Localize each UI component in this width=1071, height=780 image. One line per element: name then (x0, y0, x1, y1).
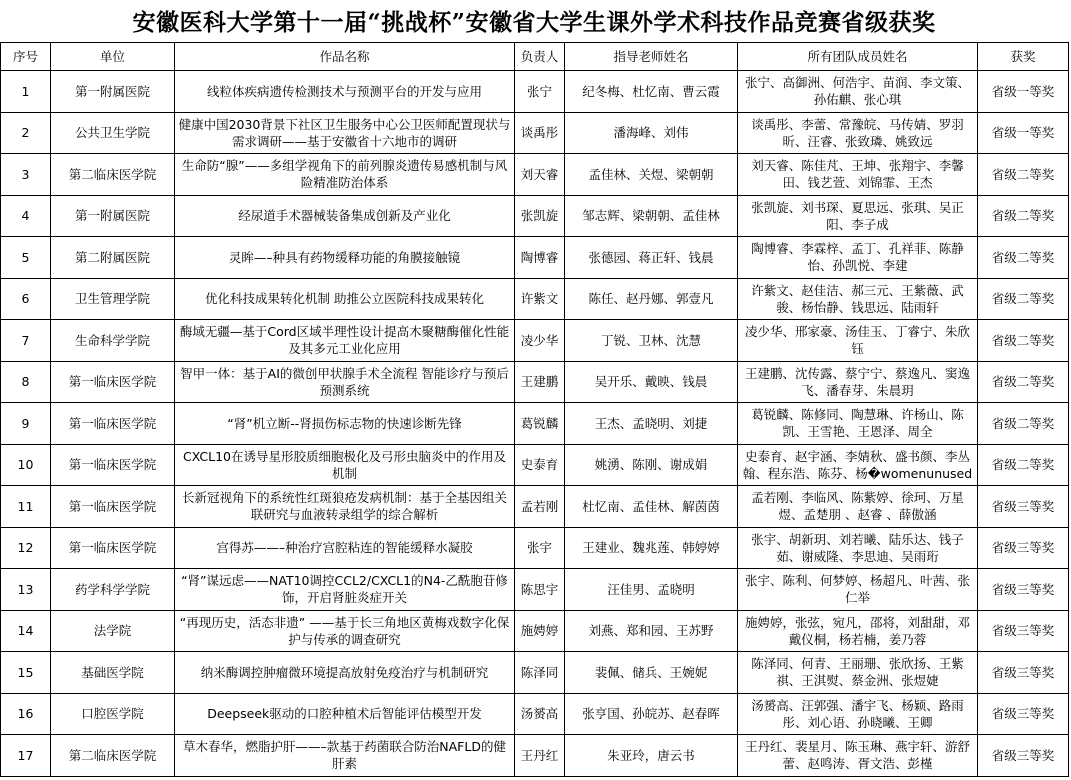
table-row (1, 610, 1069, 652)
cell-advisors: 杜忆南、孟佳林、解茵茵 (565, 486, 738, 528)
cell-leader: 张宁 (515, 71, 565, 113)
cell-team-members: 陶博睿、李霖梓、孟丁、孔祥菲、陈静怡、孙凯悦、李建 (738, 237, 978, 279)
cell-seq: 16 (1, 693, 51, 735)
cell-award: 省级二等奖 (978, 154, 1069, 196)
cell-advisors: 刘燕、郑和园、王苏野 (565, 610, 738, 652)
table-header (1, 43, 1069, 71)
cell-project-name: 优化科技成果转化机制 助推公立医院科技成果转化 (175, 278, 515, 320)
cell-unit: 第二临床医学院 (51, 154, 175, 196)
cell-team-members: 孟若刚、李临风、陈紫婷、徐珂、万星煜、孟楚朋 、赵睿 、薛傲涵 (738, 486, 978, 528)
cell-advisors: 王建业、魏兆莲、韩婷婷 (565, 527, 738, 569)
table-row (1, 154, 1069, 196)
cell-project-name: Deepseek驱动的口腔种植术后智能评估模型开发 (175, 693, 515, 735)
cell-leader: 王建鹏 (515, 361, 565, 403)
cell-team-members: 张凯旋、刘书琛、夏思远、张琪、吴正阳、李子成 (738, 195, 978, 237)
cell-award: 省级三等奖 (978, 693, 1069, 735)
cell-seq: 3 (1, 154, 51, 196)
cell-seq: 17 (1, 735, 51, 777)
cell-award: 省级三等奖 (978, 569, 1069, 611)
cell-award: 省级一等奖 (978, 112, 1069, 154)
cell-project-name: 长新冠视角下的系统性红斑狼疮发病机制：基于全基因组关联研究与血液转录组学的综合解析 (175, 486, 515, 528)
cell-project-name: 灵眸—–种具有药物缓释功能的角膜接触镜 (175, 237, 515, 279)
cell-leader: 刘天睿 (515, 154, 565, 196)
cell-unit: 公共卫生学院 (51, 112, 175, 154)
cell-unit: 法学院 (51, 610, 175, 652)
cell-leader: 陈泽同 (515, 652, 565, 694)
cell-project-name: 酶域无疆—基于Cord区域半理性设计提高木聚糖酶催化性能及其多元工业化应用 (175, 320, 515, 362)
cell-project-name: 纳米酶调控肿瘤微环境提高放射免疫治疗与机制研究 (175, 652, 515, 694)
cell-seq: 13 (1, 569, 51, 611)
cell-project-name: 健康中国2030背景下社区卫生服务中心公卫医师配置现状与需求调研——基于安徽省十六地市的调研 (175, 112, 515, 154)
cell-seq: 10 (1, 444, 51, 486)
cell-award: 省级二等奖 (978, 237, 1069, 279)
cell-unit: 第一临床医学院 (51, 361, 175, 403)
cell-project-name: CXCL10在诱导星形胶质细胞极化及弓形虫脑炎中的作用及机制 (175, 444, 515, 486)
cell-team-members: 陈泽同、何青、王丽珊、张欣扬、王紫祺、王淇熨、蔡金洲、张煜婕 (738, 652, 978, 694)
cell-leader: 凌少华 (515, 320, 565, 362)
cell-advisors: 朱亚玲，唐云书 (565, 735, 738, 777)
cell-unit: 生命科学学院 (51, 320, 175, 362)
cell-team-members: 谈禹彤、李蕾、常豫皖、马传婧、罗羽昕、汪睿、张致璘、姚致远 (738, 112, 978, 154)
cell-unit: 第一临床医学院 (51, 444, 175, 486)
cell-advisors: 吴开乐、戴映、钱晨 (565, 361, 738, 403)
cell-unit: 第一临床医学院 (51, 403, 175, 445)
cell-seq: 11 (1, 486, 51, 528)
table-row (1, 195, 1069, 237)
cell-seq: 12 (1, 527, 51, 569)
cell-leader: 史泰育 (515, 444, 565, 486)
cell-unit: 口腔医学院 (51, 693, 175, 735)
cell-leader: 张凯旋 (515, 195, 565, 237)
page-title: 安徽医科大学第十一届“挑战杯”安徽省大学生课外学术科技作品竞赛省级获奖 (132, 9, 936, 36)
cell-seq: 14 (1, 610, 51, 652)
cell-seq: 15 (1, 652, 51, 694)
cell-team-members: 王建鹏、沈传露、蔡宁宁、蔡逸凡、窦逸飞、潘春芽、朱晨玥 (738, 361, 978, 403)
table-row (1, 320, 1069, 362)
cell-leader: 王丹红 (515, 735, 565, 777)
cell-team-members: 张宁、高御洲、何浩宇、苗润、李文策、孙佑麒、张心琪 (738, 71, 978, 113)
header-unit: 单位 (51, 43, 175, 71)
cell-team-members: 凌少华、邢家豪、汤佳玉、丁睿宁、朱欣钰 (738, 320, 978, 362)
cell-leader: 许紫文 (515, 278, 565, 320)
cell-unit: 第二附属医院 (51, 237, 175, 279)
awards-table (0, 42, 1069, 777)
cell-award: 省级二等奖 (978, 195, 1069, 237)
table-row (1, 361, 1069, 403)
cell-leader: 张宇 (515, 527, 565, 569)
cell-seq: 1 (1, 71, 51, 113)
cell-award: 省级二等奖 (978, 278, 1069, 320)
cell-award: 省级一等奖 (978, 71, 1069, 113)
table-row (1, 735, 1069, 777)
cell-award: 省级二等奖 (978, 361, 1069, 403)
cell-seq: 9 (1, 403, 51, 445)
cell-project-name: 草木春华，燃脂护肝——–款基于药菌联合防治NAFLD的健肝素 (175, 735, 515, 777)
cell-team-members: 汤赟高、汪郭强、潘宇飞、杨颖、路雨彤、刘心语、孙晓曦、王卿 (738, 693, 978, 735)
cell-leader: 汤赟高 (515, 693, 565, 735)
cell-unit: 第一临床医学院 (51, 527, 175, 569)
cell-advisors: 姚湧、陈刚、谢成娟 (565, 444, 738, 486)
cell-project-name: 线粒体疾病遗传检测技术与预测平台的开发与应用 (175, 71, 515, 113)
cell-award: 省级三等奖 (978, 610, 1069, 652)
cell-leader: 谈禹彤 (515, 112, 565, 154)
cell-leader: 陶博睿 (515, 237, 565, 279)
cell-team-members: 张宇、陈利、何梦婷、杨超凡、叶茜、张仁举 (738, 569, 978, 611)
table-row (1, 444, 1069, 486)
header-project-name: 作品名称 (175, 43, 515, 71)
cell-advisors: 张亨国、孙皖苏、赵春晖 (565, 693, 738, 735)
cell-team-members: 张宇、胡新玥、刘若曦、陆乐达、钱子茹、谢威隆、李思迪、吴雨珩 (738, 527, 978, 569)
cell-team-members: 施娉婷，张弦，宛凡，邵将，刘甜甜，邓戴仪桐，杨若楠，姜乃蓉 (738, 610, 978, 652)
cell-leader: 陈思宇 (515, 569, 565, 611)
cell-award: 省级三等奖 (978, 527, 1069, 569)
cell-unit: 基础医学院 (51, 652, 175, 694)
cell-seq: 6 (1, 278, 51, 320)
table-row (1, 693, 1069, 735)
cell-award: 省级三等奖 (978, 735, 1069, 777)
cell-team-members: 王丹红、裴星月、陈玉琳、燕宇轩、游舒蕾、赵鸣涛、胥文浩、彭槿 (738, 735, 978, 777)
cell-advisors: 丁锐、卫林、沈慧 (565, 320, 738, 362)
header-leader: 负责人 (515, 43, 565, 71)
cell-leader: 孟若刚 (515, 486, 565, 528)
cell-project-name: “肾”谋远虑——NAT10调控CCL2/CXCL1的N4-乙酰胞苷修饰，开启肾脏炎症开关 (175, 569, 515, 611)
cell-unit: 药学科学学院 (51, 569, 175, 611)
cell-advisors: 汪佳男、孟晓明 (565, 569, 738, 611)
cell-seq: 2 (1, 112, 51, 154)
cell-award: 省级二等奖 (978, 444, 1069, 486)
table-row (1, 112, 1069, 154)
cell-seq: 5 (1, 237, 51, 279)
table-row (1, 237, 1069, 279)
table-row (1, 486, 1069, 528)
table-row (1, 278, 1069, 320)
cell-project-name: 宫得苏——–种治疗宫腔粘连的智能缓释水凝胶 (175, 527, 515, 569)
cell-seq: 4 (1, 195, 51, 237)
header-seq: 序号 (1, 43, 51, 71)
cell-unit: 第一附属医院 (51, 71, 175, 113)
header-advisors: 指导老师姓名 (565, 43, 738, 71)
table-row (1, 569, 1069, 611)
cell-seq: 7 (1, 320, 51, 362)
cell-team-members: 葛锐麟、陈修同、陶慧琳、许杨山、陈凯、王雪艳、王恩泽、周全 (738, 403, 978, 445)
cell-advisors: 邹志辉、梁朝朝、孟佳林 (565, 195, 738, 237)
table-row (1, 403, 1069, 445)
cell-award: 省级三等奖 (978, 652, 1069, 694)
cell-advisors: 潘海峰、刘伟 (565, 112, 738, 154)
table-row (1, 71, 1069, 113)
cell-award: 省级二等奖 (978, 403, 1069, 445)
cell-team-members: 许紫文、赵佳洁、郝三元、王紫薇、武骏、杨怡静、钱思远、陆雨轩 (738, 278, 978, 320)
cell-advisors: 陈任、赵丹娜、郭壹凡 (565, 278, 738, 320)
header-award: 获奖 (978, 43, 1069, 71)
cell-seq: 8 (1, 361, 51, 403)
cell-leader: 施娉婷 (515, 610, 565, 652)
cell-advisors: 张德园、蒋正轩、钱晨 (565, 237, 738, 279)
table-row (1, 652, 1069, 694)
cell-advisors: 裴佩、储兵、王婉妮 (565, 652, 738, 694)
cell-project-name: “再现历史，活态非遗” ——基于长三角地区黄梅戏数字化保护与传承的调查研究 (175, 610, 515, 652)
cell-award: 省级三等奖 (978, 486, 1069, 528)
cell-advisors: 纪冬梅、杜忆南、曹云霞 (565, 71, 738, 113)
cell-project-name: 生命防“腺”——多组学视角下的前列腺炎遗传易感机制与风险精准防治体系 (175, 154, 515, 196)
table-row (1, 527, 1069, 569)
table-body (1, 71, 1069, 777)
cell-advisors: 孟佳林、关煜、梁朝朝 (565, 154, 738, 196)
header-team-members: 所有团队成员姓名 (738, 43, 978, 71)
cell-leader: 葛锐麟 (515, 403, 565, 445)
cell-team-members: 刘天睿、陈佳芃、王坤、张翔宇、李馨田、钱艺萱、刘锦霏、王杰 (738, 154, 978, 196)
cell-unit: 第一临床医学院 (51, 486, 175, 528)
cell-unit: 卫生管理学院 (51, 278, 175, 320)
cell-unit: 第二临床医学院 (51, 735, 175, 777)
cell-unit: 第一附属医院 (51, 195, 175, 237)
cell-project-name: “肾”机立断--肾损伤标志物的快速诊断先锋 (175, 403, 515, 445)
cell-project-name: 经尿道手术器械装备集成创新及产业化 (175, 195, 515, 237)
cell-advisors: 王杰、孟晓明、刘捷 (565, 403, 738, 445)
cell-award: 省级二等奖 (978, 320, 1069, 362)
cell-project-name: 智甲一体：基于AI的微创甲状腺手术全流程 智能诊疗与预后预测系统 (175, 361, 515, 403)
cell-team-members: 史泰育、赵宇涵、李婧秋、盛书颜、李丛翰、程东浩、陈芬、杨�womenunused (738, 444, 978, 486)
